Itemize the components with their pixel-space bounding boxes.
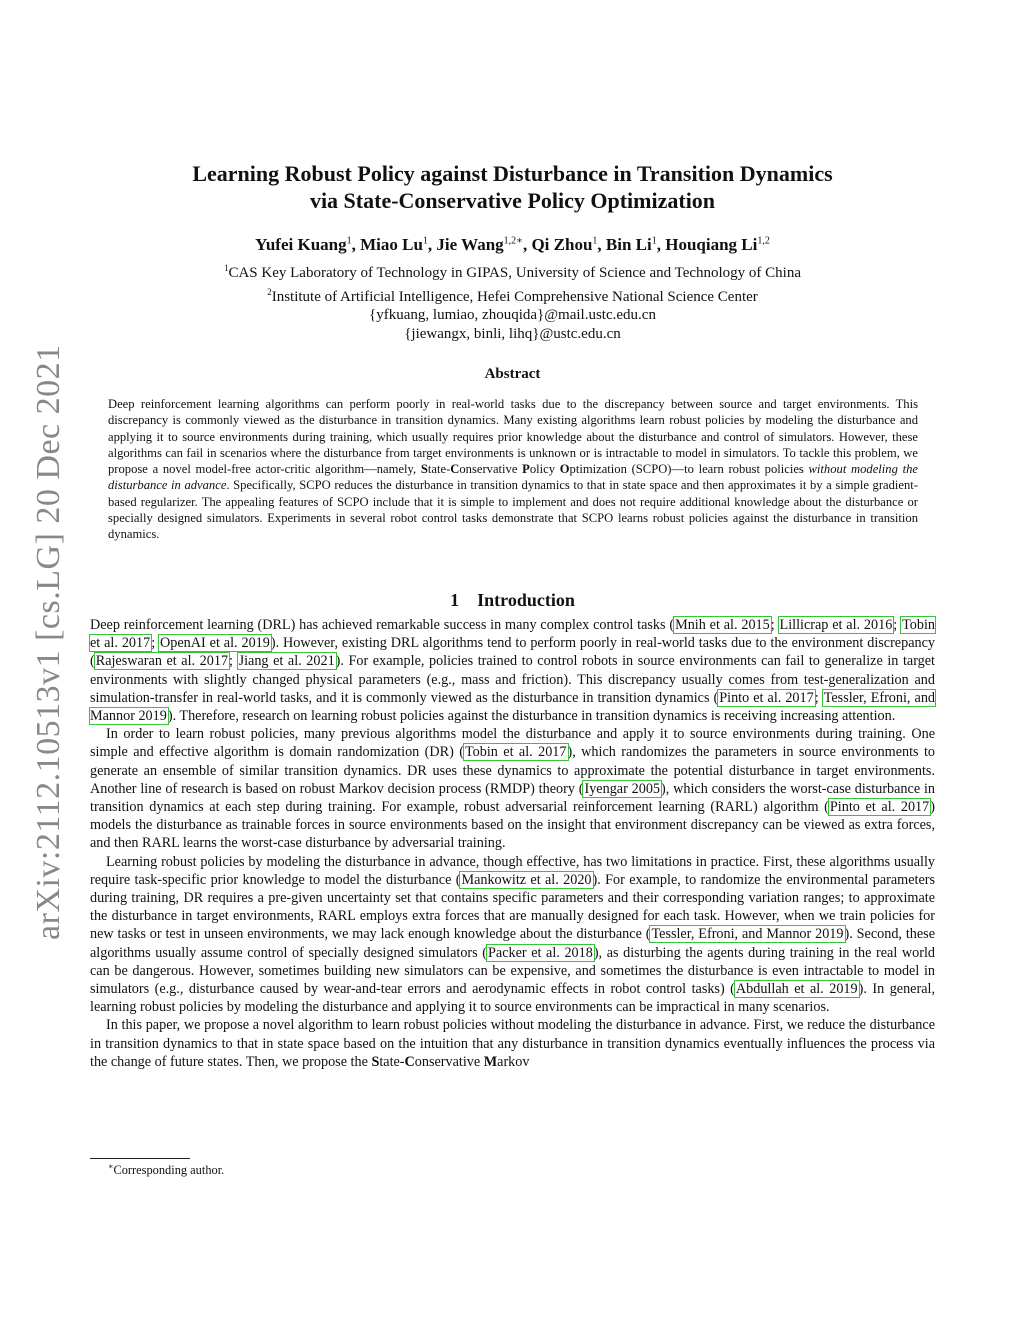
- section-heading-introduction: [90, 590, 935, 611]
- affiliation-1: $^1$CAS Key Laboratory of Technology in GIPAS, University of Science and Technology of China: [223, 263, 802, 281]
- author: Houqiang Li$^{1,2}$: [665, 234, 770, 254]
- author: Jie Wang$^{1,2∗}$,: [436, 234, 532, 254]
- citation-link[interactable]: Lillicrap et al. 2016: [779, 617, 893, 633]
- paragraph: Learning robust policies by modeling the disturbance in advance, though effective, has two limitations in practice. First, these algorithms usually require task-specific prior knowledge to model the disturbance (Mankowitz et al. 2020). For example, to randomize the environmental parameters during training, DR requires a pre-given uncertainty set that contains specific parameters and their corresponding variation ranges; to approximate the disturbance in target environments, RARL employs extra forces that are manually designed for each task. However, when we train policies for new tasks or test in unseen environments, we may lack enough knowledge about the disturbance (Tessler, Efroni, and Mannor 2019). Second, these algorithms usually assume control of specially designed simulators (Packer et al. 2018), as disturbing the agents during training in the real world can be dangerous. However, sometimes building new simulators can be expensive, and sometimes the disturbance is even intractable to model in simulators (e.g., disturbance caused by wear-and-tear errors and aerodynamic effects in robot control tasks) (Abdullah et al. 2019). In general, learning robust policies by modeling the disturbance and applying it to source environments can be impractical in many scenarios.: [90, 853, 936, 1016]
- abstract-heading: Abstract: [484, 366, 541, 382]
- citation-link[interactable]: Jiang et al. 2021: [238, 653, 335, 670]
- email-line-2: {jiewangx, binli, lihq}@ustc.edu.cn: [404, 325, 621, 342]
- abstract-body: Deep reinforcement learning algorithms can perform poorly in real-world tasks due to the discrepancy between source and target environments. This discrepancy is commonly viewed as the disturbance in transition dynamics. Many existing algorithms learn robust policies by modeling the disturbance and applying it to source environments during training, which usually requires prior knowledge about the disturbance and control of simulators. However, these algorithms can fail in scenarios where the disturbance from target environments is unknown or is intractable to model in simulators. To tackle this problem, we propose a novel model-free actor-critic algorithm—namely, State-Conservative Policy Optimization (SCPO)—to learn robust policies without modeling the disturbance in advance. Specifically, SCPO reduces the disturbance in transition dynamics to that in state space and then approximates it by a simple gradient-based regularizer. The appealing features of SCPO include that it is simple to implement and does not require additional knowledge about the disturbance or specially designed simulators. Experiments in several robot control tasks demonstrate that SCPO learns robust policies against the disturbance in transition dynamics.: [108, 397, 918, 542]
- email-line-1: {yfkuang, lumiao, zhouqida}@mail.ustc.edu.cn: [369, 307, 656, 323]
- citation-link[interactable]: Rajeswaran et al. 2017: [95, 653, 229, 670]
- section-number: 1: [450, 590, 460, 610]
- citation-link[interactable]: Tessler, Efroni, and Mannor 2019: [651, 926, 844, 943]
- author: Miao Lu$^1$,: [360, 234, 437, 254]
- introduction-body: [90, 616, 935, 1071]
- paragraph: In this paper, we propose a novel algorithm to learn robust policies without modeling the disturbance in advance. First, we reduce the disturbance in transition dynamics to that in state space based on the intuition that any disturbance in transition dynamics eventually influences the process via the change of future states. Then, we propose the State-Conservative Markov: [90, 1017, 935, 1070]
- footnote: ∗Corresponding author.: [108, 1162, 225, 1178]
- paper-title: [90, 160, 935, 214]
- arxiv-identifier-stamp: arXiv:2112.10513v1 [cs.LG] 20 Dec 2021: [30, 344, 67, 940]
- paragraph: In order to learn robust policies, many previous algorithms model the disturbance and apply it to source environments during training. One simple and effective algorithm is domain randomization (DR) (Tobin et al. 2017), which randomizes the parameters in source environments to generate an ensemble of similar transition dynamics. DR uses these dynamics to approximate the potential disturbance in target environments. Another line of research is based on robust Markov decision process (RMDP) theory (Iyengar 2005), which considers the worst-case disturbance in transition dynamics at each step during training. For example, robust adversarial reinforcement learning (RARL) algorithm (Pinto et al. 2017) models the disturbance as trainable forces in source environments based on the insight that environment discrepancy can be viewed as extra forces, and then RARL learns the worst-case disturbance by adversarial training.: [90, 726, 935, 852]
- affiliation-2: $^2$Institute of Artificial Intelligence, Hefei Comprehensive National Science Center: [267, 286, 758, 305]
- citation-link[interactable]: Tobin et al. 2017: [464, 744, 567, 761]
- affiliations: [90, 259, 935, 343]
- citation-link[interactable]: Packer et al. 2018: [488, 944, 593, 961]
- author: Yufei Kuang$^1$,: [255, 234, 361, 254]
- author-list: [90, 230, 935, 256]
- citation-link[interactable]: Mnih et al. 2015: [675, 617, 770, 633]
- paragraph: Deep reinforcement learning (DRL) has achieved remarkable success in many complex control tasks (Mnih et al. 2015; Lillicrap et al. 2016; Tobin et al. 2017; OpenAI et al. 2019). However, existing DRL algorithms tend to perform poorly in real-world tasks due to the environment discrepancy (Rajeswaran et al. 2017; Jiang et al. 2021). For example, policies trained to control robots in source environments can fail to generalize in target environments with slightly changed physical parameters (e.g., mass and friction). This discrepancy usually comes from test-generalization and simulation-transfer in real-world tasks, and it is commonly viewed as the disturbance in transition dynamics (Pinto et al. 2017; Tessler, Efroni, and Mannor 2019). Therefore, research on learning robust policies against the disturbance in transition dynamics is receiving increasing attention.: [90, 617, 936, 725]
- citation-link[interactable]: Pinto et al. 2017: [829, 799, 930, 816]
- citation-link[interactable]: Mankowitz et al. 2020: [461, 871, 592, 888]
- citation-link[interactable]: Tessler, Efroni, and Mannor 2019: [90, 689, 936, 725]
- author: Qi Zhou$^1$,: [531, 234, 606, 254]
- section-title: Introduction: [477, 590, 575, 610]
- citation-link[interactable]: Pinto et al. 2017: [719, 689, 814, 706]
- citation-link[interactable]: OpenAI et al. 2019: [160, 635, 270, 652]
- title-line-1: Learning Robust Policy against Disturbance in Transition Dynamics: [192, 161, 833, 186]
- citation-link[interactable]: Tobin et al. 2017: [90, 617, 935, 652]
- citation-link[interactable]: Abdullah et al. 2019: [735, 981, 858, 998]
- citation-link[interactable]: Iyengar 2005: [584, 780, 661, 797]
- title-line-2: via State-Conservative Policy Optimization: [309, 188, 716, 213]
- author: Bin Li$^1$,: [605, 234, 666, 254]
- footnote-divider: [90, 1158, 190, 1159]
